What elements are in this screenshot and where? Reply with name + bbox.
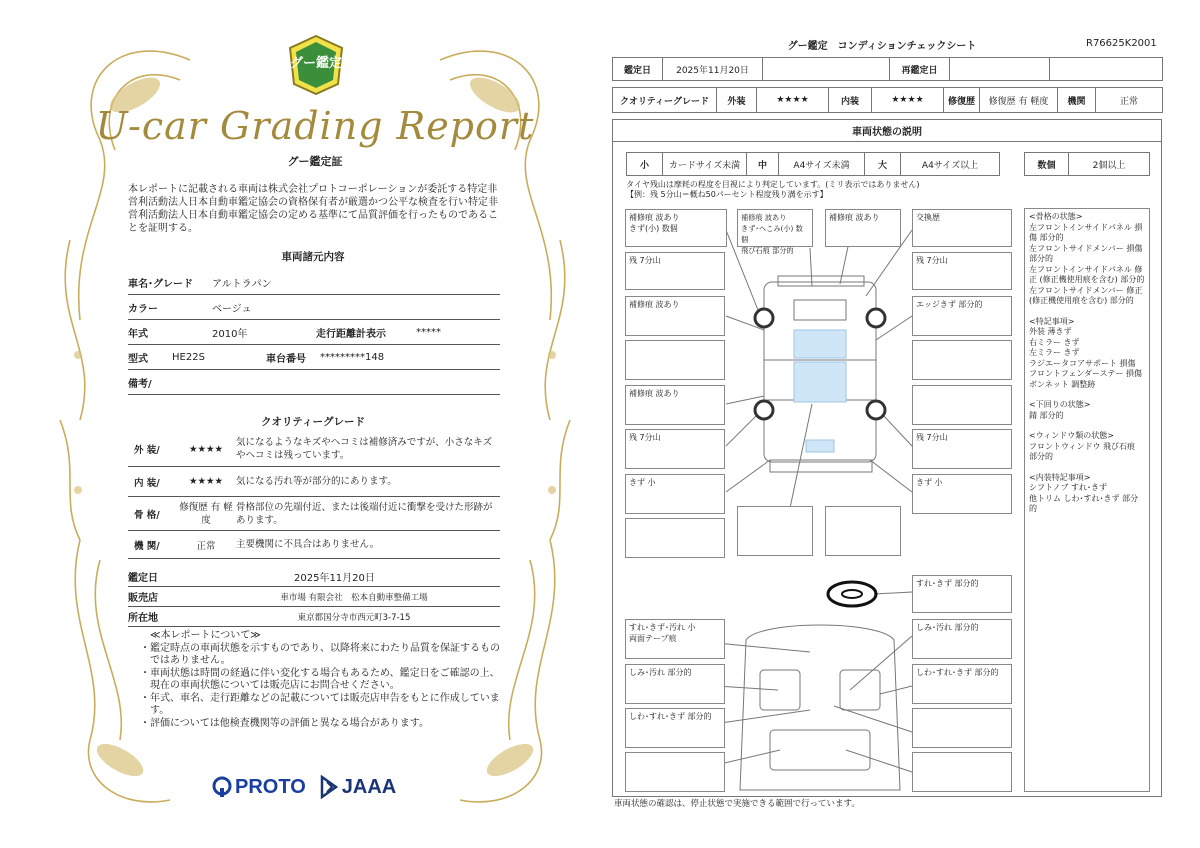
remark-item: 左フロントサイドメンバー 損傷 部分的 [1029,243,1143,263]
chassis-value: *********148 [320,351,385,363]
note-item: ・年式、車名、走行距離などの記載については販売店申告をもとに作成しています。 [140,692,500,716]
sheet-date-value: 2025年11月20日 [663,58,763,80]
address-row [128,607,500,627]
spec-row-year [128,320,500,345]
sheet-date-label: 鑑定日 [613,58,663,80]
spec-row-name [128,270,500,295]
special-group [1029,317,1145,391]
reinspect-value [950,58,1050,80]
box-interior-left-2: しみ･汚れ 部分的 [625,664,725,704]
frame-value: 修復歴 有 軽度 [179,501,233,526]
size-mid-label: 中 [747,153,779,175]
address-label: 所在地 [128,613,158,624]
jaaa-mark-icon [320,775,338,799]
under-group [1029,400,1145,421]
count-desc: 2個以上 [1092,160,1126,171]
box-interior-right-1: しみ･汚れ 部分的 [912,619,1012,659]
interior-group [1029,473,1145,515]
sheet-id: R76625K2001 [1086,38,1157,49]
panel-title: 車両状態の説明 [613,120,1161,142]
spec-title: 車両諸元内容 [281,251,345,263]
name-value: アルトラパン [212,278,272,290]
sheet-title: グー鑑定 コンディションチェックシート [787,41,977,52]
frame-desc: 骨格部位の先端付近、または後端付近に衝撃を受けた形跡があります。 [236,501,493,526]
box-interior-wheel: すれ･きず 部分的 [912,575,1012,613]
goo-badge-icon [286,34,346,96]
size-small-desc: カードサイズ未満 [663,153,747,175]
frame-title: <骨格の状態> [1029,212,1083,221]
box-interior-left-4 [625,752,725,792]
interior-desc: 気になる汚れ等が部分的にあります。 [236,476,397,487]
proto-mark-icon [212,776,232,798]
proto-logo [212,776,306,799]
box-tire-rear-left: 残 7分山 [625,429,725,469]
shop-value: 車市場 有限会社 松本自動車整備工場 [280,592,428,603]
special-title: <特記事項> [1029,316,1075,326]
interior-stars: ★★★★ [188,476,224,487]
box-tire-rear-right: 残 7分山 [912,429,1012,469]
box-interior-left-1: すれ･きず･汚れ 小 両面テープ痕 [625,619,725,659]
reinspect-blank [1050,58,1162,80]
note-item: ・車両状態は時間の経過に伴い変化する場合もあるため、鑑定日をご確認の上、現在の車両状態については販売店にお問合せください。 [140,667,500,691]
spec-row-remarks [128,370,500,395]
reinspect-label: 再鑑定日 [890,58,950,80]
window-title: <ウィンドウ類の状態> [1029,431,1114,440]
note-item: ・評価については他検査機関等の評価と異なる場合があります。 [140,717,429,729]
sheet-footer: 車両状態の確認は、停止状態で実施できる範囲で行っています。 [614,799,860,809]
chassis-label: 車台番号 [266,353,306,365]
tire-note-1: タイヤ残山は摩耗の程度を目視により判定しています。(ミリ表示ではありません) [626,180,920,189]
size-large-label: 大 [865,153,901,175]
box-interior-right-4 [912,752,1012,792]
box-exterior-top-4: 交換歴 [912,209,1012,247]
box-exterior-bottom-3 [825,506,901,556]
year-value: 2010年 [212,328,248,340]
mileage-value: ***** [416,326,441,338]
name-label: 車名･グレード [128,278,193,290]
exterior-label: 外 装/ [134,445,160,456]
certificate-title: グー鑑定証 [287,155,343,168]
dealer-table [128,567,500,627]
box-exterior-right-4 [912,385,1012,425]
color-value: ベージュ [212,303,252,315]
badge-text: グー鑑定 [289,56,343,71]
box-tire-front-right: 残 7分山 [912,252,1012,290]
logo-row [212,770,432,804]
color-label: カラー [128,303,158,315]
engine-label: 機 関/ [134,540,160,552]
size-small-label: 小 [627,153,663,175]
size-large-desc: A4サイズ以上 [921,160,979,171]
box-exterior-left-5: きず 小 [625,474,725,514]
spec-row-model [128,345,500,370]
count-label: 数個 [1025,153,1069,175]
remark-item: ボンネット 調整跡 [1029,379,1096,389]
quality-row-frame [128,497,500,531]
remark-item: 左フロントインサイドパネル 修正 (修正機使用痕を含む) 部分的 [1029,264,1145,284]
remark-item: フロントウィンドウ 飛び石痕 部分的 [1029,441,1136,461]
grade-grid [612,87,1163,113]
engine-value-sheet: 正常 [1119,96,1138,107]
box-interior-right-2: しわ･すれ･きず 部分的 [912,664,1012,704]
frame-group [1029,212,1145,307]
box-exterior-right-5: きず 小 [912,474,1012,514]
remark-item: 左フロントサイドメンバー 修正 (修正機使用痕を含む) 部分的 [1029,285,1143,305]
remark-item: 他トリム しわ･すれ･きず 部分的 [1029,493,1139,513]
quality-row-interior [128,467,500,497]
date-value: 2025年11月20日 [294,573,375,584]
int-label: 内装 [829,88,872,112]
mileage-label: 走行距離計表示 [316,328,386,340]
remarks-label: 備考/ [128,378,152,390]
ext-stars: ★★★★ [757,88,829,112]
exterior-desc: 気になるようなキズやヘコミは補修済みですが、小さなキズやヘコミは残っています。 [236,437,493,461]
date-grid [612,57,1163,81]
box-tire-front-left: 残 7分山 [625,252,725,290]
address-value: 東京都国分寺市西元町3-7-15 [297,612,411,623]
quality-table [128,432,500,559]
grading-certificate [40,20,590,830]
exterior-stars: ★★★★ [188,443,224,455]
remark-item: シフトノブ すれ･きず [1029,483,1108,492]
box-exterior-top-3: 補修痕 波あり [825,209,901,247]
window-group [1029,431,1145,463]
box-exterior-bottom-1 [625,518,725,558]
box-interior-left-3: しわ･すれ･きず 部分的 [625,708,725,748]
notes-title: ≪本レポートについて≫ [150,630,261,641]
certificate-statement: 本レポートに記載される車両は株式会社プロトコーポレーションが委託する特定非営利活動法人日本自動車鑑定協会の資格保有者が厳選かつ公平な検査を行い特定非営利活動法人日本自動車鑑定協会の定める基準にて品質評価を行ったものであることを証明する。 [128,184,498,234]
size-legend [626,152,1000,176]
jaaa-logo-text: JAAA [341,775,397,798]
remark-item: ラジエータコアサポート 損傷 [1029,358,1136,368]
note-item: ・鑑定時点の車両状態を示すものであり、以降将来にわたり品質を保証するものではありません。 [140,642,500,666]
repair-label: 修復歴 [944,88,980,112]
remark-item: 左フロントインサイドパネル 損傷 部分的 [1029,222,1143,242]
jaaa-logo [320,775,396,799]
int-stars: ★★★★ [872,88,944,112]
engine-value: 正常 [196,540,216,552]
quality-row-engine [128,531,500,559]
tire-note [626,180,919,200]
box-exterior-top-2: 補修痕 波あり きず･へこみ(小) 数個 飛び石痕 部分的 [737,209,813,247]
proto-logo-text: PROTO [235,775,306,798]
engine-label-sheet: 機関 [1058,88,1096,112]
box-exterior-left-2: 補修痕 波あり [625,296,725,336]
sheet-date-blank [763,58,890,80]
shop-label: 販売店 [128,593,158,604]
date-label: 鑑定日 [128,573,158,584]
remark-item: 左ミラー きず [1029,348,1080,357]
box-exterior-bottom-2 [737,506,813,556]
tire-note-2: 【例：残 5分山＝概ね50パーセント程度残り溝を示す】 [626,190,828,199]
box-exterior-left-1: 補修痕 波あり きず(小) 数個 [625,209,727,247]
box-interior-right-3 [912,708,1012,748]
count-legend [1024,152,1150,176]
model-value: HE22S [172,351,205,363]
frame-label: 骨 格/ [134,509,160,521]
repair-value: 修復歴 有 軽度 [980,88,1058,112]
box-exterior-right-2: エッジきず 部分的 [912,296,1012,336]
box-exterior-left-4: 補修痕 波あり [625,385,725,425]
box-exterior-left-3 [625,340,725,380]
remarks-panel [1024,208,1150,792]
year-label: 年式 [128,328,148,340]
size-mid-desc: A4サイズ未満 [779,153,865,175]
report-notes [140,630,500,730]
under-title: <下回りの状態> [1029,400,1091,409]
ext-label: 外装 [717,88,757,112]
remark-item: 錆 部分的 [1029,410,1064,420]
spec-row-color [128,295,500,320]
script-title: U-car Grading Report [95,104,535,148]
model-label: 型式 [128,353,148,365]
spec-table [128,270,500,395]
box-exterior-right-3 [912,340,1012,380]
quality-title: クオリティーグレード [261,416,365,428]
remark-item: 外装 薄きず [1029,327,1072,336]
date-row [128,567,500,587]
interior-label: 内 装/ [134,477,160,489]
shop-row [128,587,500,607]
remark-item: 右ミラー きず [1029,337,1080,347]
interior-title: <内装特記事項> [1029,472,1091,482]
quality-row-exterior [128,432,500,467]
grade-label: クオリティーグレード [613,88,717,112]
engine-desc: 主要機関に不具合はありません。 [236,539,380,550]
remark-item: フロントフェンダーステー 損傷 [1029,369,1143,378]
